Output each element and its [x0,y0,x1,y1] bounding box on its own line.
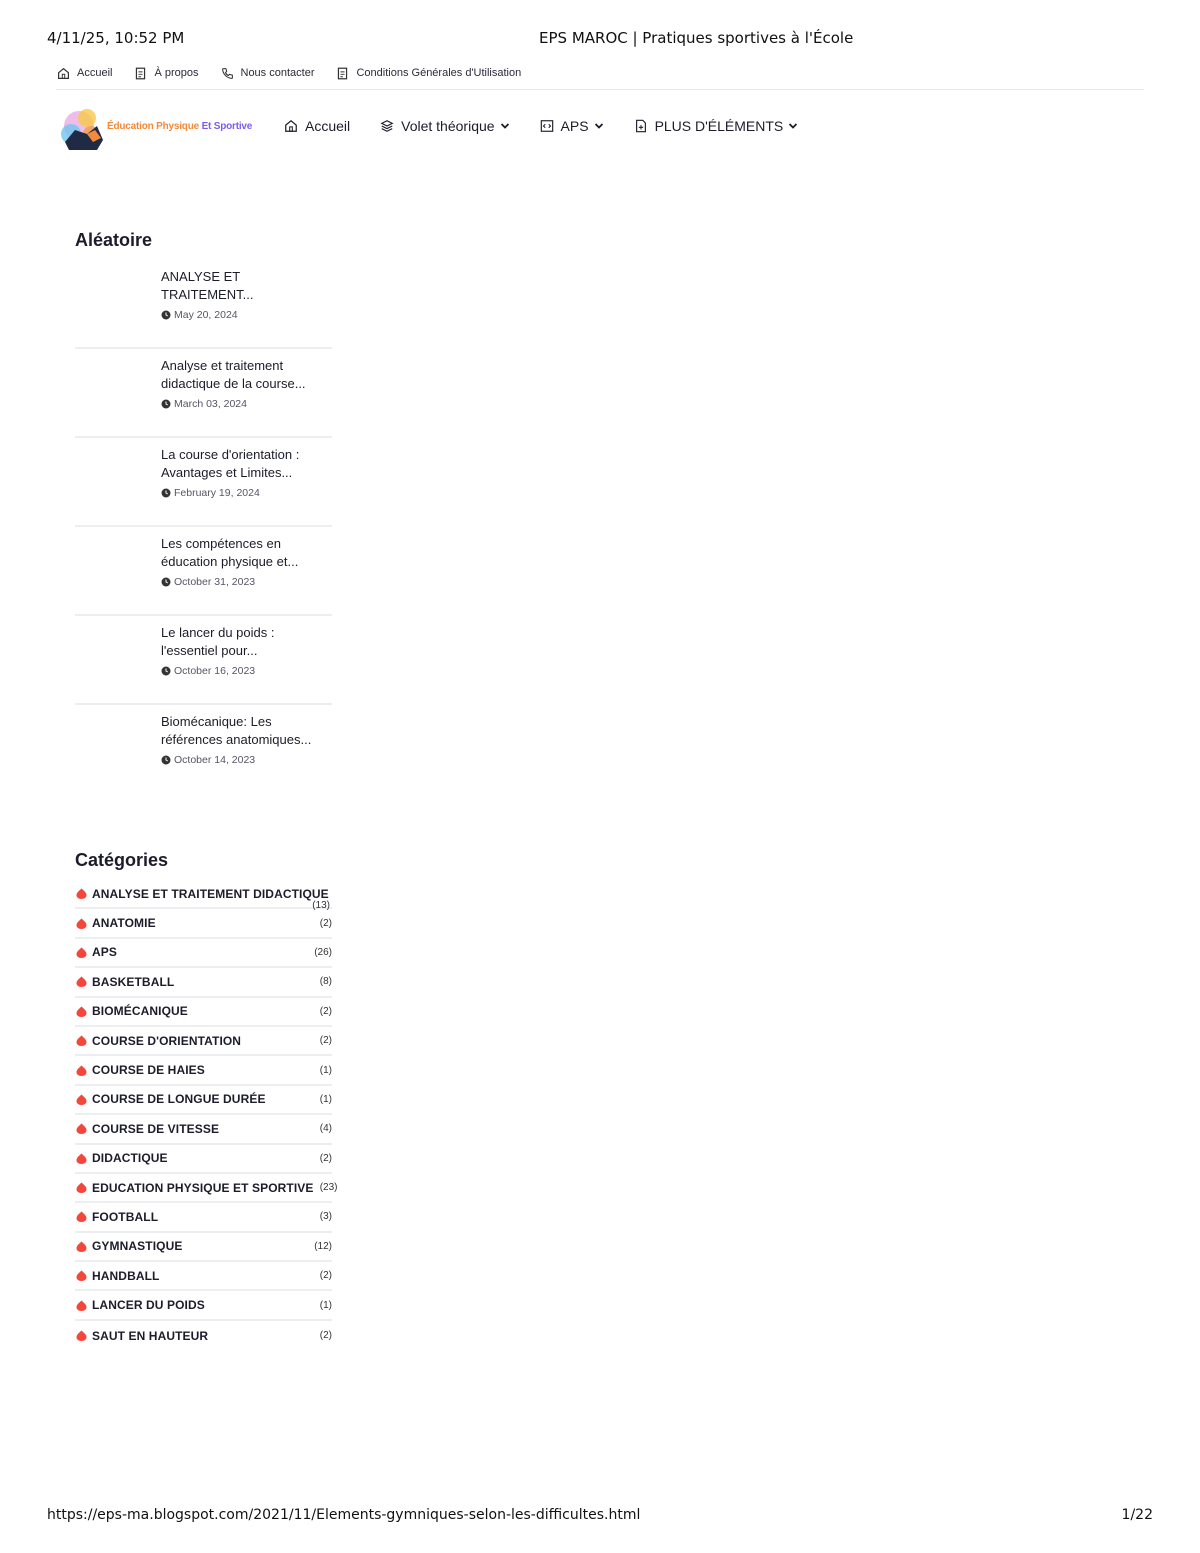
category-bullet-icon [75,1329,88,1342]
top-link-accueil[interactable] [57,67,112,80]
post-date: October 31, 2023 [161,576,255,588]
category-name[interactable]: LANCER DU POIDS [92,1298,205,1313]
list-item[interactable] [75,705,332,794]
chevron-down-icon [594,121,604,131]
phone-icon [221,67,234,80]
post-date: October 16, 2023 [161,665,255,677]
category-name[interactable]: SAUT EN HAUTEUR [92,1328,209,1343]
nav-item-aps[interactable] [540,118,604,134]
category-count: (1) [319,1064,332,1076]
category-bullet-icon [75,1034,88,1047]
category-bullet-icon [75,1210,88,1223]
category-count: (3) [319,1211,332,1223]
home-icon [57,67,70,80]
layers-icon [380,119,394,133]
category-item[interactable] [75,1145,332,1174]
nav-item-volet-theorique[interactable] [380,118,509,134]
post-title[interactable]: Analyse et traitement didactique de la course... [161,358,306,391]
clock-icon [161,666,171,676]
category-item[interactable] [75,1262,332,1291]
category-count: (12) [314,1240,332,1252]
category-item[interactable] [75,1027,332,1056]
logo-text: Éducation Physique Et Sportive [107,121,253,132]
category-name[interactable]: DIDACTIQUE [92,1151,168,1166]
category-count: (1) [319,1093,332,1105]
list-item[interactable] [75,260,332,349]
category-item[interactable] [75,939,332,968]
random-post-list [75,260,332,794]
top-link-conditions[interactable] [336,67,521,80]
top-link-label: Nous contacter [240,67,315,79]
post-title[interactable]: ANALYSE ET TRAITEMENT... [161,269,254,302]
document-icon [336,67,349,80]
category-count: (26) [314,946,332,958]
clock-icon [161,577,171,587]
category-item[interactable] [75,1115,332,1144]
category-count: (2) [319,1330,332,1342]
header-divider [56,89,1144,90]
site-logo[interactable] [57,104,253,156]
category-bullet-icon [75,1181,88,1194]
category-item[interactable] [75,909,332,938]
category-name[interactable]: COURSE DE HAIES [92,1063,205,1078]
list-item[interactable] [75,349,332,438]
categories-section-title: Catégories [75,850,169,870]
nav-item-plus-elements[interactable] [634,118,799,134]
category-name[interactable]: ANATOMIE [92,916,156,931]
category-name[interactable]: APS [92,945,117,960]
category-item[interactable] [75,998,332,1027]
list-item[interactable] [75,527,332,616]
random-section-title: Aléatoire [75,230,153,250]
post-thumbnail[interactable] [75,624,151,684]
clock-icon [161,755,171,765]
category-item[interactable] [75,1056,332,1085]
category-count: (2) [319,1035,332,1047]
category-bullet-icon [75,1240,88,1253]
category-name[interactable]: EDUCATION PHYSIQUE ET SPORTIVE [92,1180,314,1195]
category-item[interactable] [75,1233,332,1262]
document-icon [134,67,147,80]
category-bullet-icon [75,946,88,959]
top-link-label: Conditions Générales d'Utilisation [356,67,522,79]
post-thumbnail[interactable] [75,357,151,417]
category-item[interactable] [75,1203,332,1232]
category-count: (8) [319,976,332,988]
post-title[interactable]: Le lancer du poids : l'essentiel pour... [161,625,275,658]
top-link-a-propos[interactable] [134,67,198,80]
category-bullet-icon [75,1269,88,1282]
post-thumbnail[interactable] [75,535,151,595]
category-item[interactable] [75,1086,332,1115]
category-bullet-icon [75,1122,88,1135]
clock-icon [161,488,171,498]
post-thumbnail[interactable] [75,713,151,773]
nav-label: Accueil [305,118,351,134]
category-bullet-icon [75,887,88,900]
category-count: (2) [319,1005,332,1017]
post-thumbnail[interactable] [75,446,151,506]
category-bullet-icon [75,1093,88,1106]
list-item[interactable] [75,616,332,705]
post-date: October 14, 2023 [161,754,255,766]
category-name[interactable]: BASKETBALL [92,974,175,989]
top-link-contact[interactable] [221,67,315,80]
chevron-down-icon [788,121,798,131]
print-page-title: EPS MAROC | Pratiques sportives à l'École [539,29,854,47]
nav-label: APS [560,118,589,134]
document-add-icon [634,119,648,133]
category-count: (4) [319,1123,332,1135]
print-header [47,29,1153,49]
category-bullet-icon [75,1299,88,1312]
category-name[interactable]: FOOTBALL [92,1209,159,1224]
category-count: (1) [319,1299,332,1311]
post-date: February 19, 2024 [161,487,260,499]
category-count: (2) [319,1152,332,1164]
nav-item-accueil[interactable] [284,118,350,134]
category-count: (2) [319,1270,332,1282]
category-bullet-icon [75,975,88,988]
post-date: May 20, 2024 [161,309,238,321]
category-bullet-icon [75,1152,88,1165]
chevron-down-icon [500,121,510,131]
clock-icon [161,399,171,409]
post-thumbnail[interactable] [75,268,151,328]
clock-icon [161,310,171,320]
category-name[interactable]: HANDBALL [92,1268,160,1283]
category-item[interactable] [75,1291,332,1320]
print-datetime: 4/11/25, 10:52 PM [47,29,185,47]
post-date: March 03, 2024 [161,398,247,410]
print-footer [47,1507,1153,1527]
category-name[interactable]: COURSE D'ORIENTATION [92,1033,242,1048]
top-link-label: Accueil [77,67,113,79]
top-links-bar [57,64,543,82]
category-bullet-icon [75,1064,88,1077]
category-item[interactable] [75,880,332,909]
post-title[interactable]: Biomécanique: Les références anatomiques... [161,714,312,747]
category-item[interactable] [75,968,332,997]
category-name[interactable]: GYMNASTIQUE [92,1239,183,1254]
category-item[interactable] [75,1174,338,1203]
category-name[interactable]: COURSE DE LONGUE DURÉE [92,1092,266,1107]
post-title[interactable]: Les compétences en éducation physique et... [161,536,299,569]
main-nav [284,116,828,136]
top-link-label: À propos [154,67,199,79]
category-count: (13) [312,900,330,911]
list-item[interactable] [75,438,332,527]
category-item[interactable] [75,1321,332,1350]
home-icon [284,119,298,133]
category-count: (23) [319,1182,338,1194]
print-page-number: 1/22 [1121,1507,1153,1523]
nav-label: Volet théorique [401,118,495,134]
category-name[interactable]: BIOMÉCANIQUE [92,1004,188,1019]
category-name[interactable]: ANALYSE ET TRAITEMENT DIDACTIQUE [92,886,329,901]
category-name[interactable]: COURSE DE VITESSE [92,1121,220,1136]
nav-label: PLUS D'ÉLÉMENTS [654,118,784,134]
print-url: https://eps-ma.blogspot.com/2021/11/Elements-gymniques-selon-les-difficultes.html [47,1507,641,1523]
category-count: (2) [319,917,332,929]
category-bullet-icon [75,917,88,930]
code-icon [540,119,554,133]
post-title[interactable]: La course d'orientation : Avantages et Limites... [161,447,300,480]
category-bullet-icon [75,1005,88,1018]
category-list [75,880,338,1350]
